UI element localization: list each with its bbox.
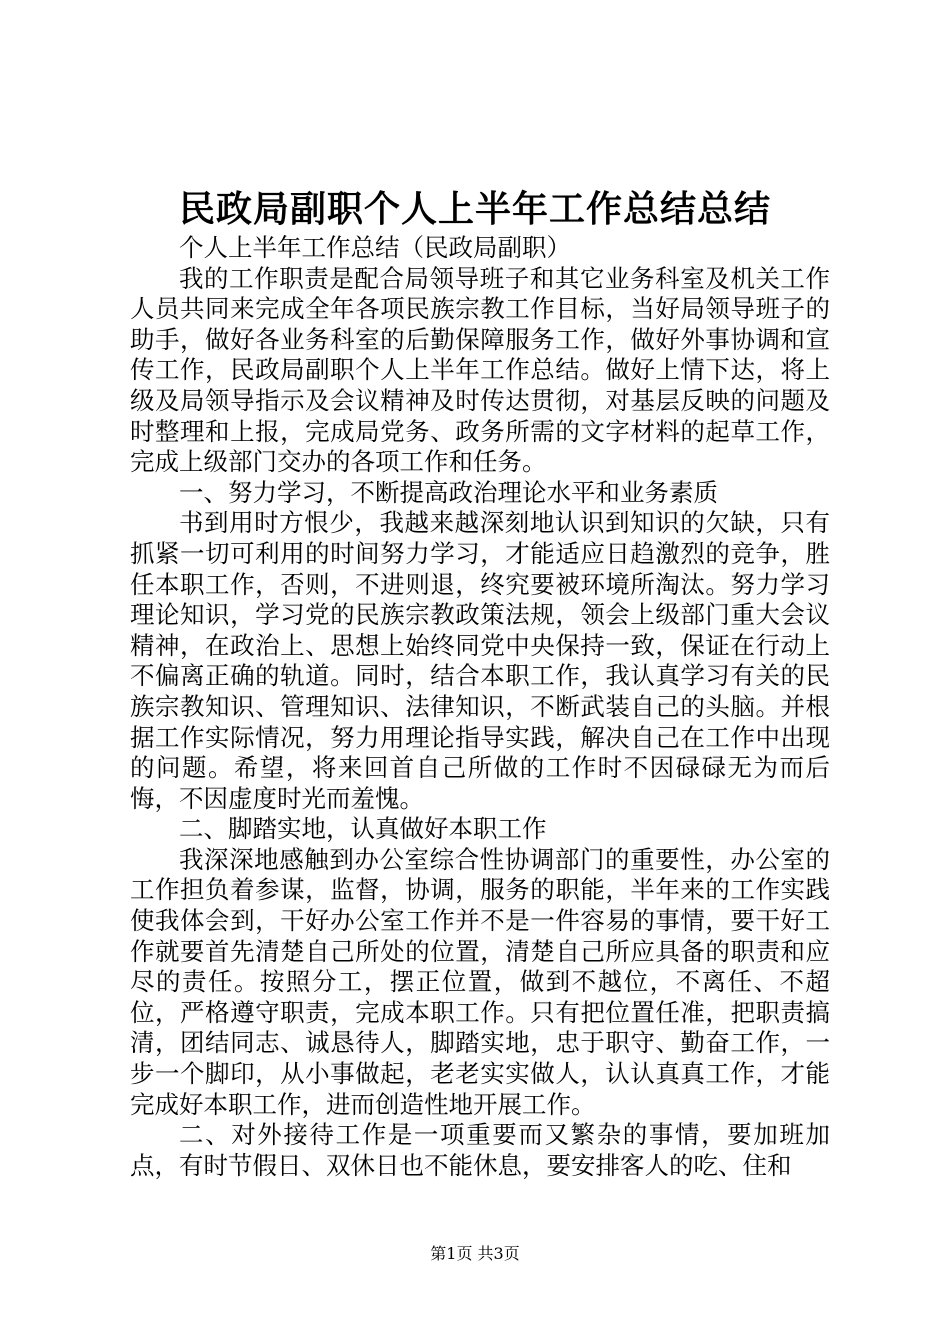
subtitle-paragraph: 个人上半年工作总结（民政局副职）	[179, 233, 571, 262]
body-paragraph: 我的工作职责是配合局领导班子和其它业务科室及机关工作人员共同来完成全年各项民族宗教工作目标，当好局领导班子的助手，做好各业务科室的后勤保障服务工作，做好外事协调和宣传工作，民政局副职个人上半年工作总结。做好上情下达，将上级及局领导指示及会议精神及时传达贯彻，对基层反映的问题及时整理和上报，完成局党务、政务所需的文字材料的起草工作，完成上级部门交办的各项工作和任务。	[130, 263, 830, 477]
body-paragraph: 二、对外接待工作是一项重要而又繁杂的事情，要加班加点，有时节假日、双休日也不能休息，要安排客人的吃、住和	[130, 1120, 830, 1180]
body-paragraph: 我深深地感触到办公室综合性协调部门的重要性，办公室的工作担负着参谋，监督，协调，服务的职能，半年来的工作实践使我体会到，干好办公室工作并不是一件容易的事情，要干好工作就要首先清楚自己所处的位置，清楚自己所应具备的职责和应尽的责任。按照分工，摆正位置，做到不越位，不离任、不超位，严格遵守职责，完成本职工作。只有把位置任准，把职责搞清，团结同志、诚恳待人，脚踏实地，忠于职守、勤奋工作，一步一个脚印，从小事做起，老老实实做人，认认真真工作，才能完成好本职工作，进而创造性地开展工作。	[130, 844, 830, 1119]
document-title: 民政局副职个人上半年工作总结总结	[178, 188, 771, 230]
body-paragraph: 书到用时方恨少，我越来越深刻地认识到知识的欠缺，只有抓紧一切可利用的时间努力学习，才能适应日趋激烈的竞争，胜任本职工作，否则，不进则退，终究要被环境所淘汰。努力学习理论知识，学习党的民族宗教政策法规，领会上级部门重大会议精神，在政治上、思想上始终同党中央保持一致，保证在行动上不偏离正确的轨道。同时，结合本职工作，我认真学习有关的民族宗教知识、管理知识、法律知识，不断武装自己的头脑。并根据工作实际情况，努力用理论指导实践，解决自己在工作中出现的问题。希望，将来回首自己所做的工作时不因碌碌无为而后悔，不因虚度时光而羞愧。	[130, 508, 830, 813]
page-footer: 第1页 共3页	[430, 1244, 520, 1263]
section-heading: 一、努力学习，不断提高政治理论水平和业务素质	[179, 477, 718, 507]
section-heading: 二、脚踏实地，认真做好本职工作	[179, 814, 547, 844]
document-body	[130, 233, 830, 1181]
